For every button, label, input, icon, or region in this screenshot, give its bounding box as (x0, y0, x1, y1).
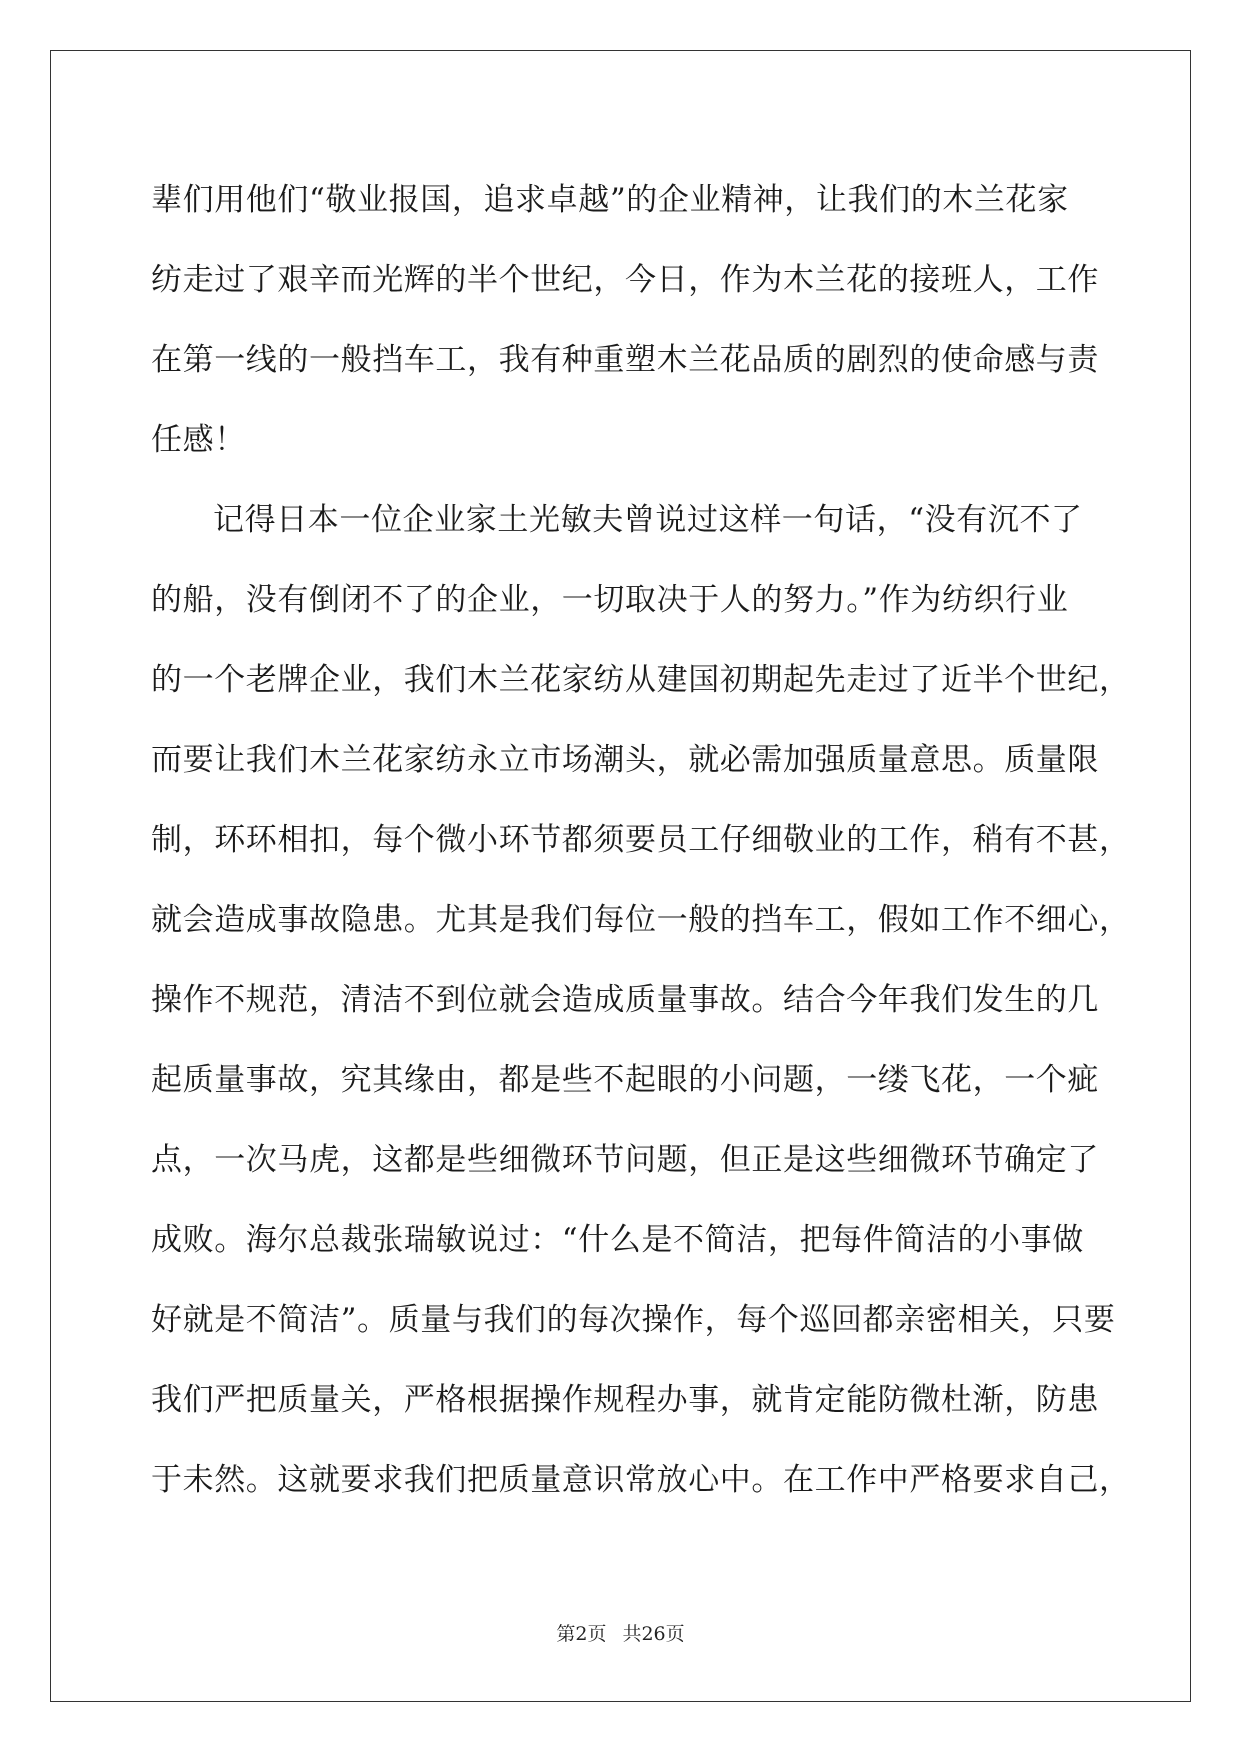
text-line: 纺走过了艰辛而光辉的半个世纪，今日，作为木兰花的接班人，工作 (151, 262, 1099, 298)
text-line: 操作不规范，清洁不到位就会造成质量事故。结合今年我们发生的几 (151, 982, 1099, 1018)
text-line: 起质量事故，究其缘由，都是些不起眼的小问题，一缕飞花，一个疵 (151, 1062, 1099, 1098)
paragraph-first-line: 记得日本一位企业家土光敏夫曾说过这样一句话，“没有沉不了 (213, 502, 1083, 538)
text-line: 于未然。这就要求我们把质量意识常放心中。在工作中严格要求自己， (151, 1462, 1131, 1498)
text-line: 就会造成事故隐患。尤其是我们每位一般的挡车工，假如工作不细心， (151, 902, 1131, 938)
text-line: 辈们用他们“敬业报国，追求卓越”的企业精神，让我们的木兰花家 (151, 182, 1069, 218)
text-line: 的船，没有倒闭不了的企业，一切取决于人的努力。”作为纺织行业 (151, 582, 1069, 618)
text-line: 在第一线的一般挡车工，我有种重塑木兰花品质的剧烈的使命感与责 (151, 342, 1099, 378)
page-number: 第2页 (556, 1623, 607, 1645)
text-line: 的一个老牌企业，我们木兰花家纺从建国初期起先走过了近半个世纪， (151, 662, 1131, 698)
text-line: 好就是不简洁”。质量与我们的每次操作，每个巡回都亲密相关，只要 (151, 1302, 1116, 1338)
document-body (151, 160, 1131, 1520)
page-footer (0, 1622, 1241, 1646)
text-line: 任感！ (151, 422, 246, 458)
text-line: 成败。海尔总裁张瑞敏说过：“什么是不简洁，把每件简洁的小事做 (151, 1222, 1084, 1258)
text-line: 而要让我们木兰花家纺永立市场潮头，就必需加强质量意思。质量限 (151, 742, 1099, 778)
text-line: 我们严把质量关，严格根据操作规程办事，就肯定能防微杜渐，防患 (151, 1382, 1099, 1418)
page-total: 共26页 (622, 1623, 685, 1645)
text-line: 制，环环相扣，每个微小环节都须要员工仔细敬业的工作，稍有不甚， (151, 822, 1131, 858)
text-line: 点，一次马虎，这都是些细微环节问题，但正是这些细微环节确定了 (151, 1142, 1099, 1178)
